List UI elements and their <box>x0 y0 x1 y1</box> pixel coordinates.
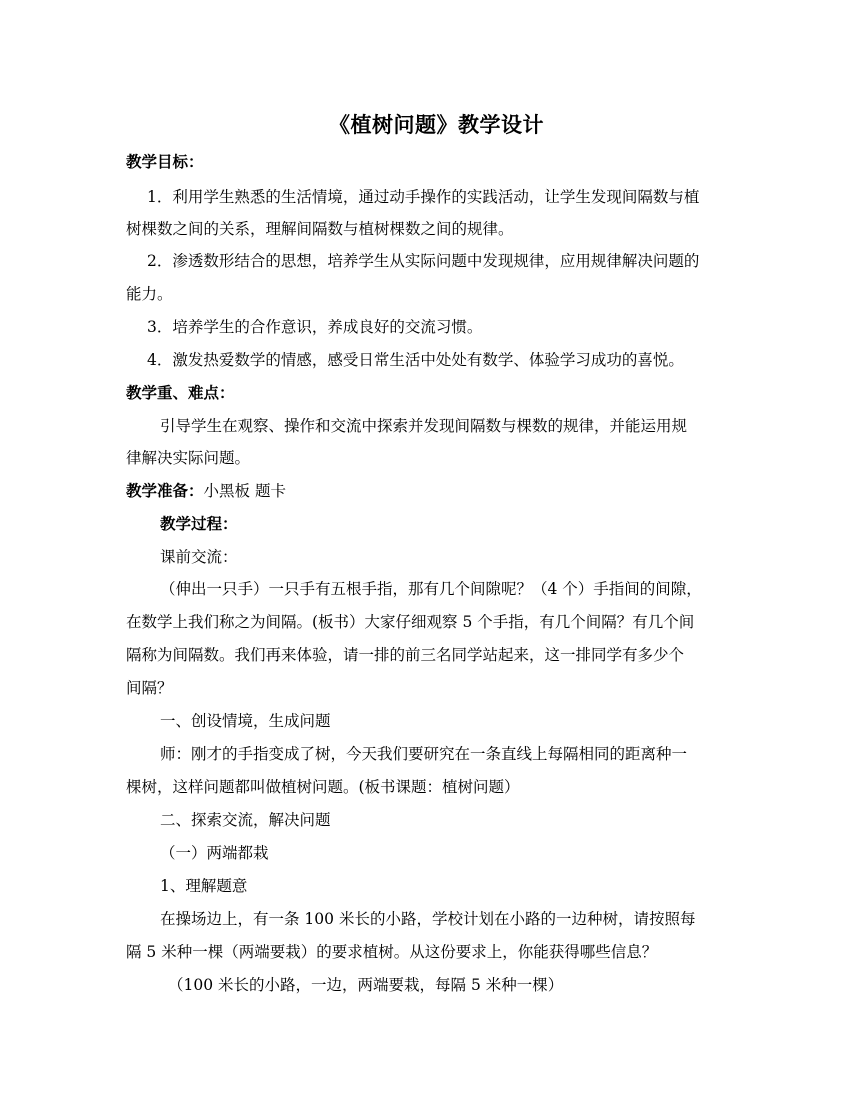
goal-item-3: 3．培养学生的合作意识，养成良好的交流习惯。 <box>147 318 483 336</box>
goals-heading: 教学目标： <box>126 152 204 171</box>
key-points-line-2: 律解决实际问题。 <box>126 449 251 467</box>
pre-talk-line-3: 隔称为间隔数。我们再来体验，请一排的前三名同学站起来，这一排同学有多少个 <box>126 646 685 664</box>
problem-answer: （100 米长的小路，一边，两端要栽，每隔 5 米种一棵） <box>168 976 564 994</box>
section-2-heading: 二、探索交流，解决问题 <box>160 811 331 829</box>
goal-item-1-line-1: 1．利用学生熟悉的生活情境，通过动手操作的实践活动，让学生发现间隔数与植 <box>147 188 700 206</box>
problem-line-2: 隔 5 米种一棵（两端要栽）的要求植树。从这份要求上，你能获得哪些信息？ <box>126 943 658 961</box>
subsection-1-item: 1、理解题意 <box>160 877 248 895</box>
key-points-line-1: 引导学生在观察、操作和交流中探索并发现间隔数与棵数的规律，并能运用规 <box>160 417 688 435</box>
prep-line <box>126 481 286 501</box>
subsection-1-heading: （一）两端都栽 <box>160 844 269 862</box>
section-1-line-2: 棵树，这样问题都叫做植树问题。(板书课题：植树问题） <box>126 778 520 796</box>
document-title: 《植树问题》教学设计 <box>329 112 544 137</box>
pre-talk-line-4: 间隔？ <box>126 679 173 697</box>
process-heading: 教学过程： <box>160 514 238 533</box>
pre-talk-label: 课前交流： <box>160 548 238 566</box>
goal-item-2-line-2: 能力。 <box>126 285 173 303</box>
goal-item-1-line-2: 树棵数之间的关系，理解间隔数与植树棵数之间的规律。 <box>126 220 514 238</box>
section-1-line-1: 师：刚才的手指变成了树，今天我们要研究在一条直线上每隔相同的距离种一 <box>160 745 688 763</box>
prep-heading: 教学准备： <box>126 481 204 500</box>
pre-talk-line-1: （伸出一只手）一只手有五根手指，那有几个间隙呢？（4 个）手指间的间隙， <box>160 580 702 598</box>
goal-item-4: 4．激发热爱数学的情感，感受日常生活中处处有数学、体验学习成功的喜悦。 <box>147 351 684 369</box>
problem-line-1: 在操场边上，有一条 100 米长的小路，学校计划在小路的一边种树，请按照每 <box>160 910 696 928</box>
prep-content: 小黑板 题卡 <box>203 482 286 500</box>
key-points-heading: 教学重、难点： <box>126 383 235 402</box>
goal-item-2-line-1: 2．渗透数形结合的思想，培养学生从实际问题中发现规律，应用规律解决问题的 <box>147 252 700 270</box>
pre-talk-line-2: 在数学上我们称之为间隔。(板书）大家仔细观察 5 个手指，有几个间隔？有几个间 <box>126 613 695 631</box>
section-1-heading: 一、创设情境，生成问题 <box>160 712 331 730</box>
